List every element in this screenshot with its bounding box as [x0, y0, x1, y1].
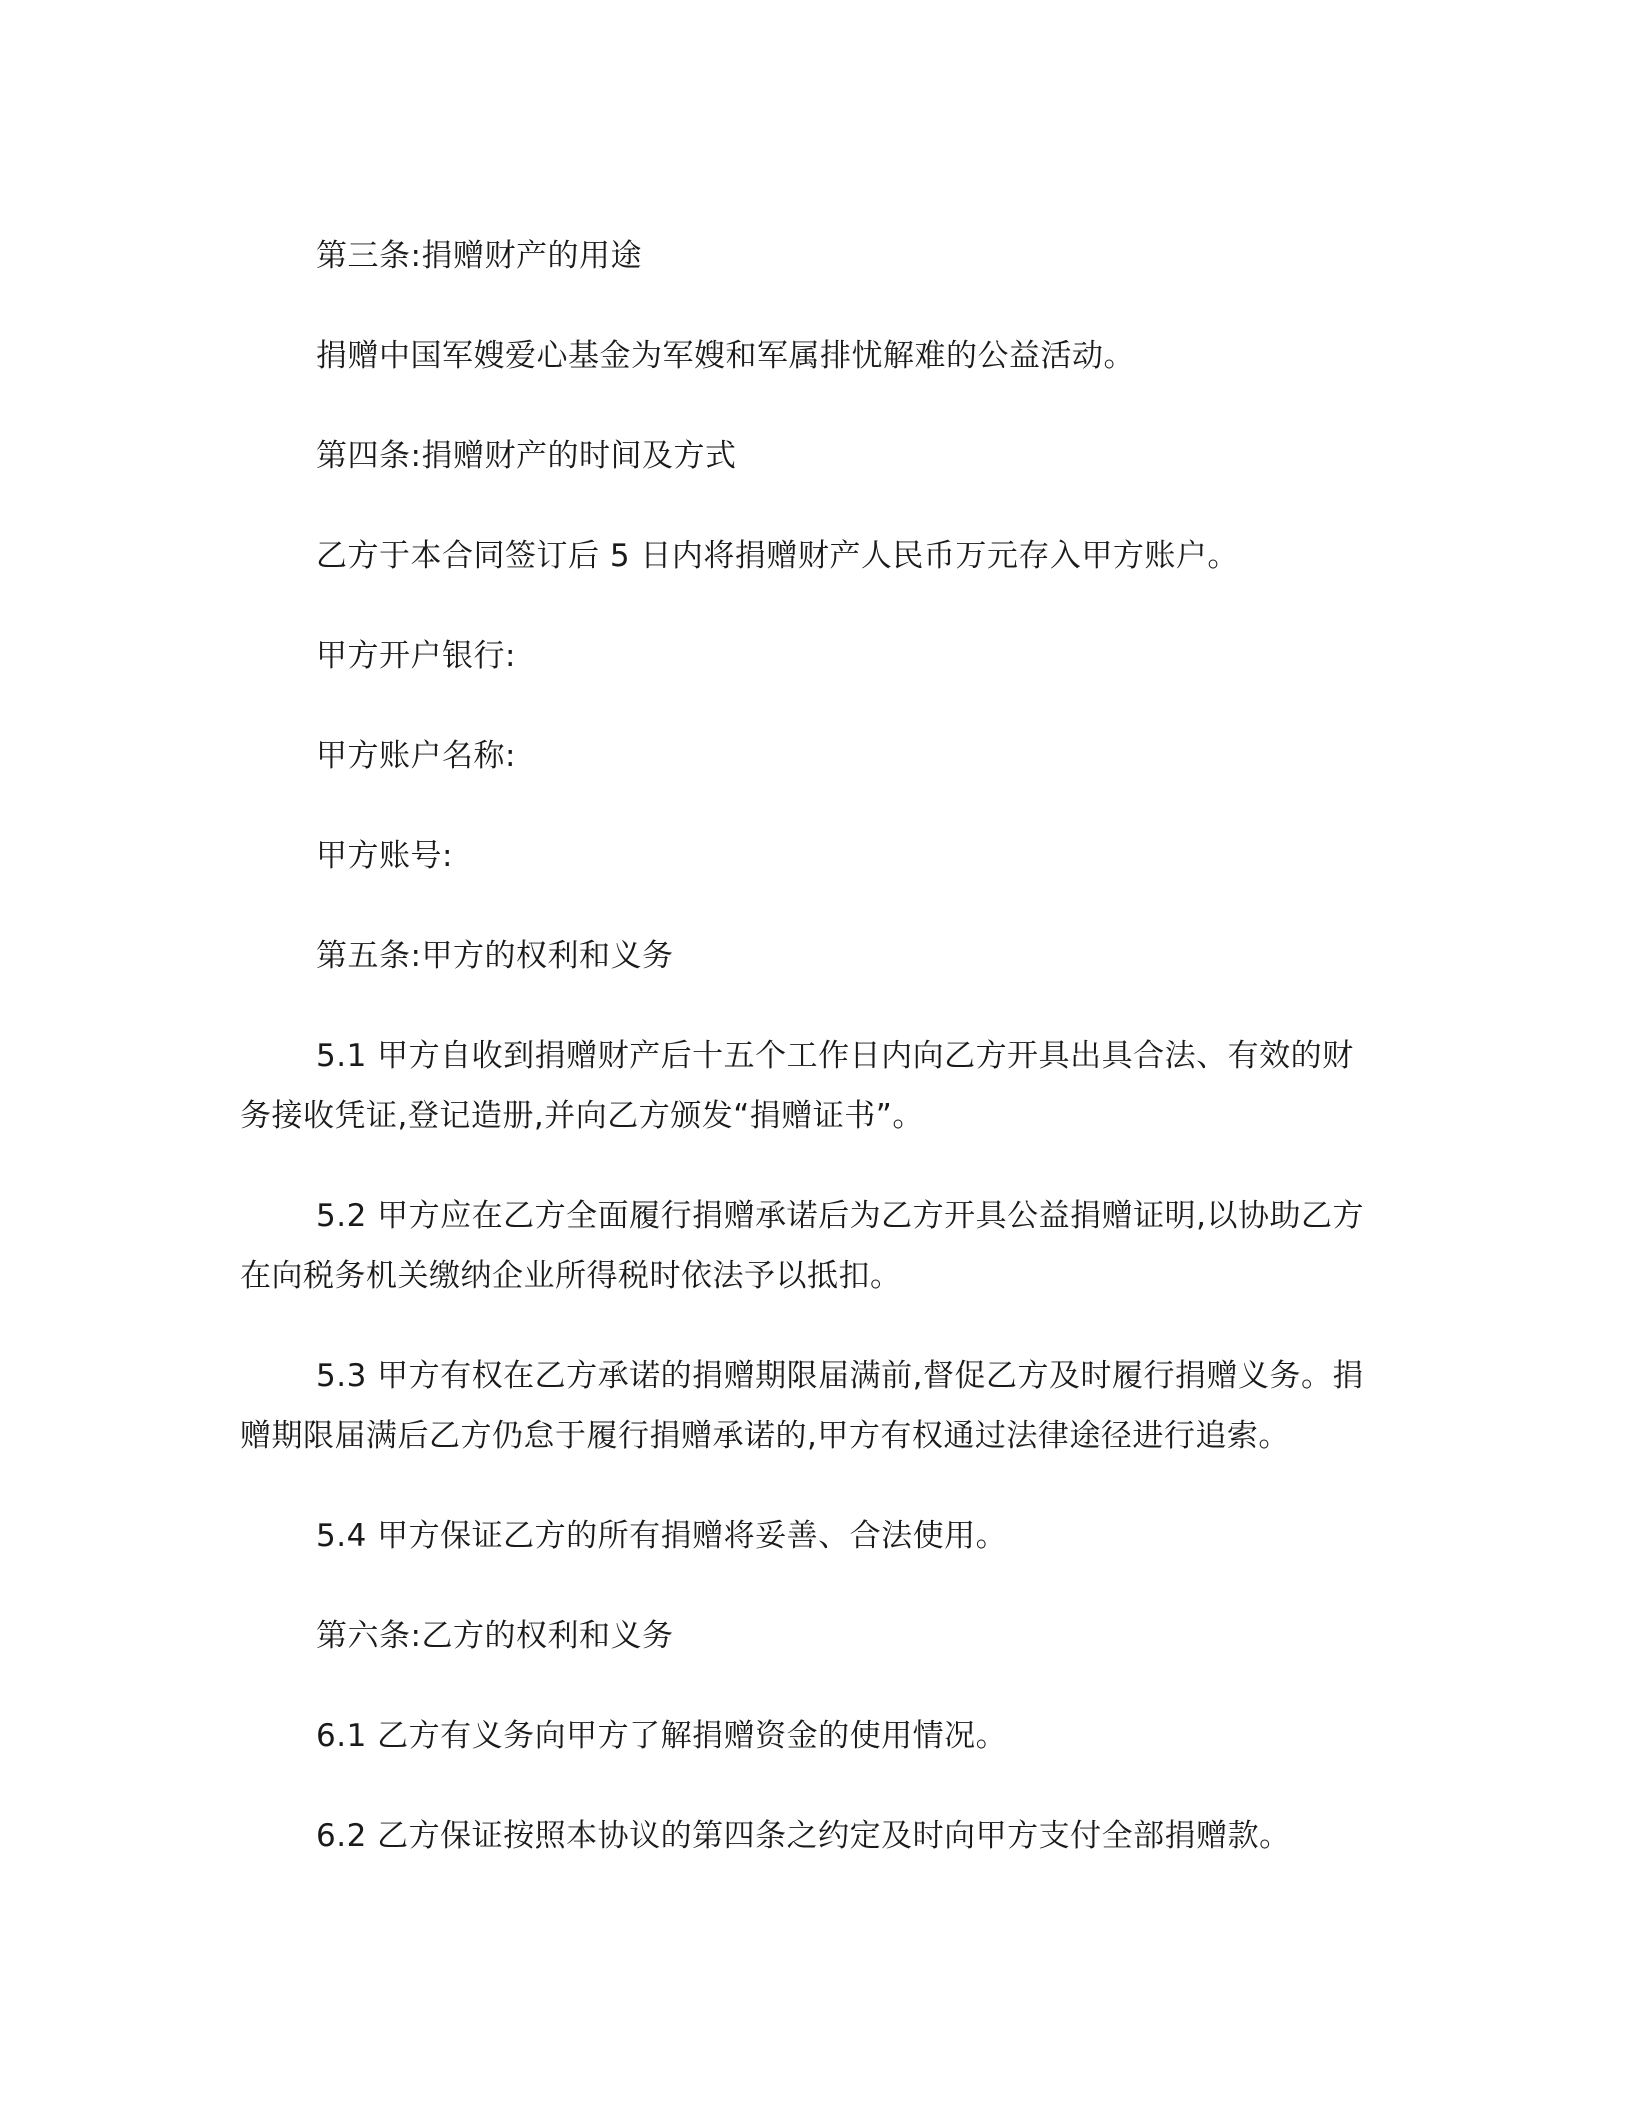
article-5-heading: 第五条:甲方的权利和义务: [316, 938, 674, 974]
clause-5-3-line-2: 赠期限届满后乙方仍怠于履行捐赠承诺的,甲方有权通过法律途径进行追索。: [240, 1418, 1290, 1454]
article-3-heading: 第三条:捐赠财产的用途: [316, 238, 642, 274]
account-number-field: 甲方账号:: [316, 838, 453, 874]
clause-5-2-line-2: 在向税务机关缴纳企业所得税时依法予以抵扣。: [240, 1258, 902, 1294]
clause-6-2: 6.2 乙方保证按照本协议的第四条之约定及时向甲方支付全部捐赠款。: [316, 1818, 1291, 1854]
clause-5-1-line-1: 5.1 甲方自收到捐赠财产后十五个工作日内向乙方开具出具合法、有效的财: [316, 1038, 1354, 1074]
account-name-field: 甲方账户名称:: [316, 738, 516, 774]
clause-6-1: 6.1 乙方有义务向甲方了解捐赠资金的使用情况。: [316, 1718, 1008, 1754]
article-4-heading: 第四条:捐赠财产的时间及方式: [316, 438, 737, 474]
article-3-body: 捐赠中国军嫂爱心基金为军嫂和军属排忧解难的公益活动。: [316, 338, 1135, 374]
clause-5-2-line-1: 5.2 甲方应在乙方全面履行捐赠承诺后为乙方开具公益捐赠证明,以协助乙方: [316, 1198, 1365, 1234]
clause-5-4: 5.4 甲方保证乙方的所有捐赠将妥善、合法使用。: [316, 1518, 1008, 1554]
clause-5-1-line-2: 务接收凭证,登记造册,并向乙方颁发“捐赠证书”。: [240, 1098, 924, 1134]
article-6-heading: 第六条:乙方的权利和义务: [316, 1618, 674, 1654]
clause-5-3-line-1: 5.3 甲方有权在乙方承诺的捐赠期限届满前,督促乙方及时履行捐赠义务。捐: [316, 1358, 1365, 1394]
article-4-body: 乙方于本合同签订后 5 日内将捐赠财产人民币万元存入甲方账户。: [316, 538, 1239, 574]
bank-field: 甲方开户银行:: [316, 638, 516, 674]
